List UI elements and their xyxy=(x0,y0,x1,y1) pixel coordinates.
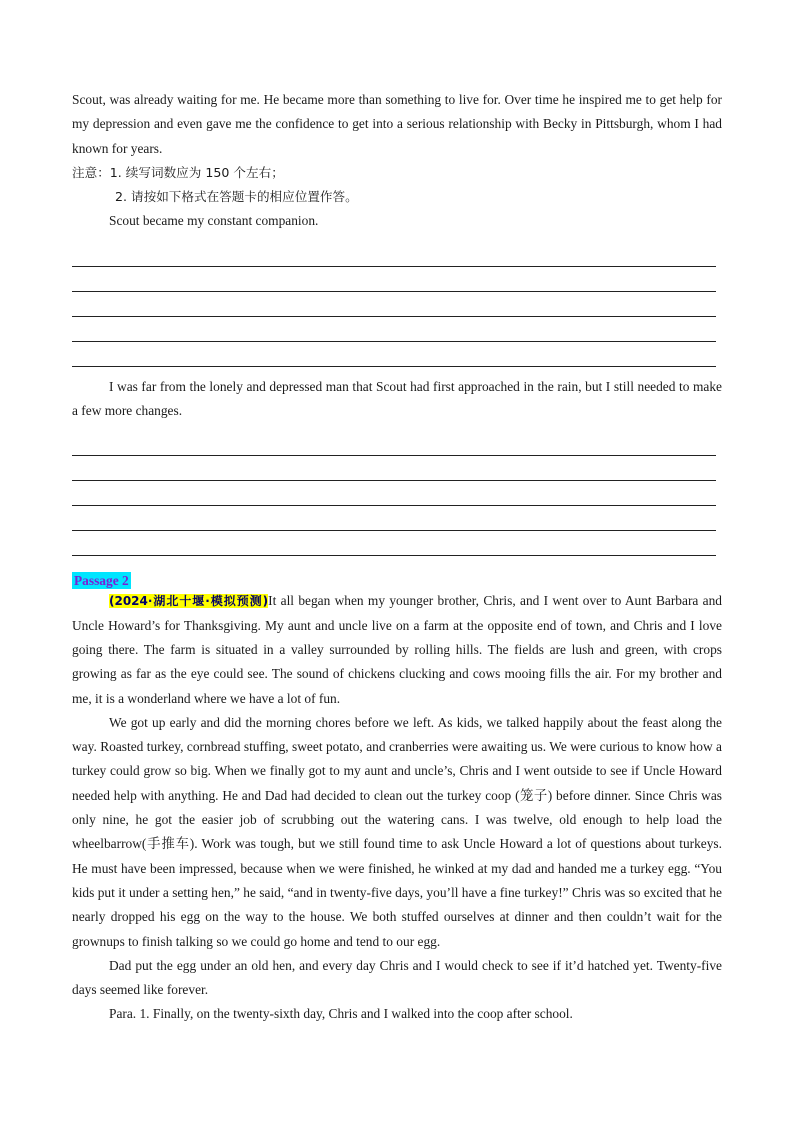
passage2-paragraph-2: We got up early and did the morning chores before we left. As kids, we talked happily about the feast along the way. Roasted turkey, cornbread stuffing, sweet potato, and cranberries were awaiting us. We were curious to know how a turkey could grow so big. When we finally got to my aunt and uncle’s, Chris and I went outside to see if Uncle Howard needed help with anything. He and Dad had decided to clean out the turkey coop (笼子) before dinner. Since Chris was only nine, he got the easier job of scrubbing out the watering cans. I was twelve, old enough to help load the wheelbarrow(手推车). Work was tough, but we still found time to ask Uncle Howard a lot of questions about turkeys. He must have been impressed, because when we were finished, he winked at my dad and handed me a turkey egg. “You kids put it under a setting hen,” he said, “and in twenty-five days, you’ll have a fine turkey!” Chris was so excited that he nearly dropped his egg on the way to the house. We both stuffed ourselves at dinner and then couldn’t wait for the grownups to finish talking so we could go home and tend to our egg. xyxy=(72,714,722,949)
writing-line[interactable] xyxy=(72,506,716,531)
passage2-p1-text: It all began when my younger brother, Chris, and I went over to Aunt Barbara and Uncle Howard’s for Thanksgiving. My aunt and uncle live on a farm at the opposite end of town, and Chris and I love going there. The farm is situated in a valley surrounded by rolling hills. The fields are lush and green, with crops growing as far as the eye could see. The sound of chickens clucking and cows mooing fills the air. For my brother and me, it is a wonderland where we have a lot of fun. xyxy=(72,593,722,706)
writing-line[interactable] xyxy=(72,242,716,267)
writing-lines-2[interactable] xyxy=(72,431,722,556)
document-page xyxy=(72,88,722,1027)
writing-line[interactable] xyxy=(72,481,716,506)
writing-line[interactable] xyxy=(72,267,716,292)
writing-line[interactable] xyxy=(72,531,716,556)
writing-line[interactable] xyxy=(72,456,716,481)
writing-line[interactable] xyxy=(72,342,716,367)
writing-lines-1[interactable] xyxy=(72,242,722,367)
passage-tag: Passage 2 xyxy=(74,573,129,589)
passage2-paragraph-1 xyxy=(72,589,722,710)
writing-line[interactable] xyxy=(72,431,716,456)
note-line-2: 2. 请按如下格式在答题卡的相应位置作答。 xyxy=(115,189,358,205)
passage2-paragraph-4: Para. 1. Finally, on the twenty-sixth day, Chris and I walked into the coop after school. xyxy=(109,1006,573,1022)
top-paragraph: Scout, was already waiting for me. He became more than something to live for. Over time he inspired me to get help for my depression and even gave me the confidence to get into a serious relationship with Becky in Pittsburgh, whom I had known for years. xyxy=(72,92,722,156)
writing-line[interactable] xyxy=(72,292,716,317)
writing-line[interactable] xyxy=(72,317,716,342)
passage2-paragraph-3: Dad put the egg under an old hen, and every day Chris and I would check to see if it’d hatched yet. Twenty-five days seemed like forever. xyxy=(72,957,722,998)
para2-start: I was far from the lonely and depressed man that Scout had first approached in the rain, but I still needed to make a few more changes. xyxy=(72,378,722,419)
note-line-1: 注意：1. 续写词数应为 150 个左右； xyxy=(72,164,284,180)
para1-start: Scout became my constant companion. xyxy=(109,213,319,229)
source-label: (2024·湖北十堰·模拟预测) xyxy=(109,594,269,609)
